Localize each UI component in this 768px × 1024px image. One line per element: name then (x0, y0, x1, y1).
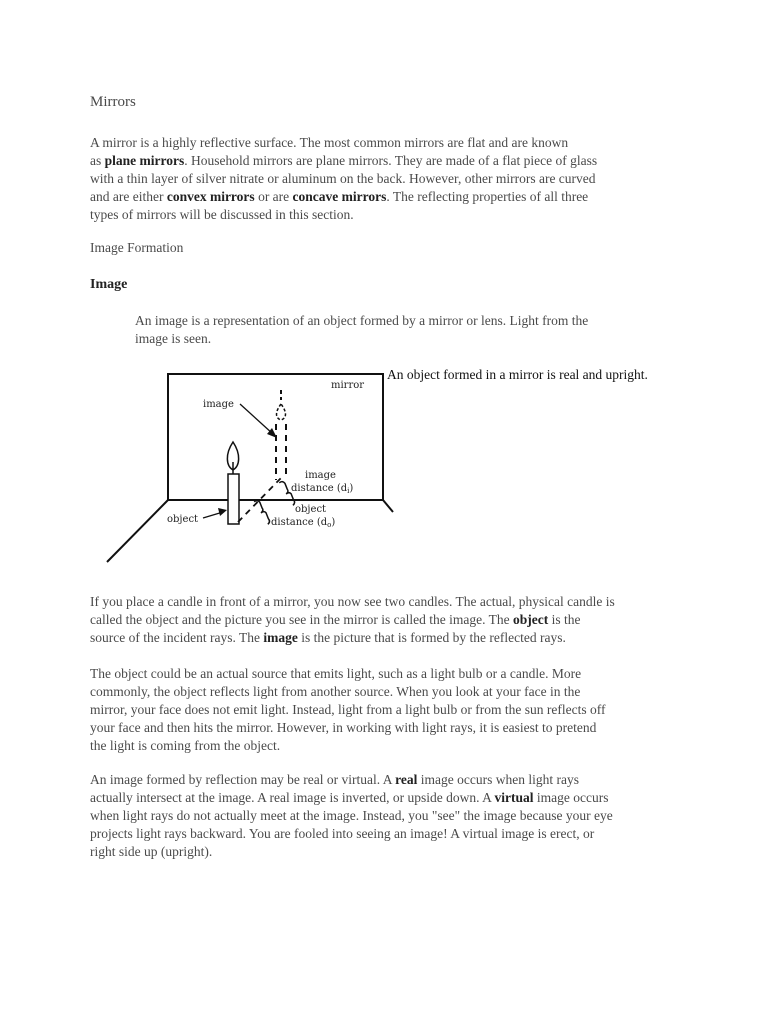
intro-line-4-mid: or are (254, 189, 293, 204)
object-line-2: commonly, the object reflects light from another source. When you look at your face in the (90, 684, 581, 699)
concave-mirrors-term: concave mirrors (292, 189, 387, 204)
object-distance-label-2: distance $(d_o)$ (271, 517, 336, 529)
object-term: object (512, 612, 549, 627)
candle-line-3-pre: source of the incident rays. The (90, 630, 264, 645)
intro-line-2-post: . Household mirrors are plane mirrors. They are made of a flat piece of glass (184, 153, 598, 168)
object-distance-label-1: object (295, 504, 327, 515)
intro-paragraph (90, 134, 690, 224)
intro-line-5: types of mirrors will be discussed in this section. (90, 207, 354, 222)
plane-mirrors-term: plane mirrors (104, 153, 185, 168)
rv-line-1-post: image occurs when light rays (417, 772, 579, 787)
side-note: An object formed in a mirror is real and upright. (387, 367, 648, 382)
object-line-4: your face and then hits the mirror. However, in working with light rays, it is easiest to pretend (90, 720, 597, 735)
section-heading: Image Formation (90, 240, 184, 255)
real-term: real (395, 772, 418, 787)
floor-left-edge (107, 500, 168, 562)
object-line-1: The object could be an actual source that emits light, such as a light bulb or a candle. More (90, 666, 582, 681)
image-arrow-line (240, 404, 273, 434)
mirror-diagram (95, 362, 395, 568)
image-definition (135, 312, 655, 348)
virtual-term: virtual (494, 790, 534, 805)
rv-line-2-post: image occurs (533, 790, 609, 805)
image-definition-line-2: image is seen. (135, 331, 212, 346)
real-virtual-paragraph (90, 771, 690, 861)
rv-line-1-pre: An image formed by reflection may be real or virtual. A (90, 772, 396, 787)
mirror-label: mirror (331, 380, 365, 391)
page-title: Mirrors (90, 94, 136, 110)
image-definition-line-1: An image is a representation of an object formed by a mirror or lens. Light from the (135, 313, 589, 328)
intro-line-3: with a thin layer of silver nitrate or aluminum on the back. However, other mirrors are curved (90, 171, 596, 186)
candle-line-2-post: is the (548, 612, 581, 627)
rv-line-2-pre: actually intersect at the image. A real image is inverted, or upside down. A (90, 790, 495, 805)
rv-line-5: right side up (upright). (90, 844, 213, 859)
candle-paragraph (90, 593, 690, 647)
image-label: image (203, 399, 234, 410)
convex-mirrors-term: convex mirrors (166, 189, 255, 204)
image-heading: Image (90, 277, 128, 292)
mirror-diagram-svg (95, 362, 395, 568)
candle-line-3-post: is the picture that is formed by the reflected rays. (297, 630, 566, 645)
intro-line-4-post: . The reflecting properties of all three (386, 189, 589, 204)
floor-right-edge (383, 500, 393, 512)
object-line-3: mirror, your face does not emit light. Instead, light from a light bulb or from the sun reflects off (90, 702, 606, 717)
image-term: image (263, 630, 298, 645)
image-distance-label-2: distance $(d_i)$ (291, 483, 354, 495)
image-flame (277, 404, 286, 420)
object-line-5: the light is coming from the object. (90, 738, 281, 753)
intro-line-2-pre: as (90, 153, 105, 168)
candle-line-2-pre: called the object and the picture you see in the mirror is called the image. The (90, 612, 513, 627)
rv-line-4: projects light rays backward. You are fooled into seeing an image! A virtual image is erect, or (90, 826, 595, 841)
object-source-paragraph (90, 665, 690, 755)
object-label: object (167, 514, 199, 525)
object-arrow-head (218, 508, 227, 516)
candle-body (228, 474, 239, 524)
intro-line-4-pre: and are either (90, 189, 167, 204)
intro-line-1: A mirror is a highly reflective surface. The most common mirrors are flat and are known (90, 135, 569, 150)
rv-line-3: when light rays do not actually meet at the image. Instead, you "see" the image because your eye (90, 808, 613, 823)
candle-line-1: If you place a candle in front of a mirror, you now see two candles. The actual, physical candle is (90, 594, 615, 609)
image-distance-label-1: image (305, 470, 336, 481)
